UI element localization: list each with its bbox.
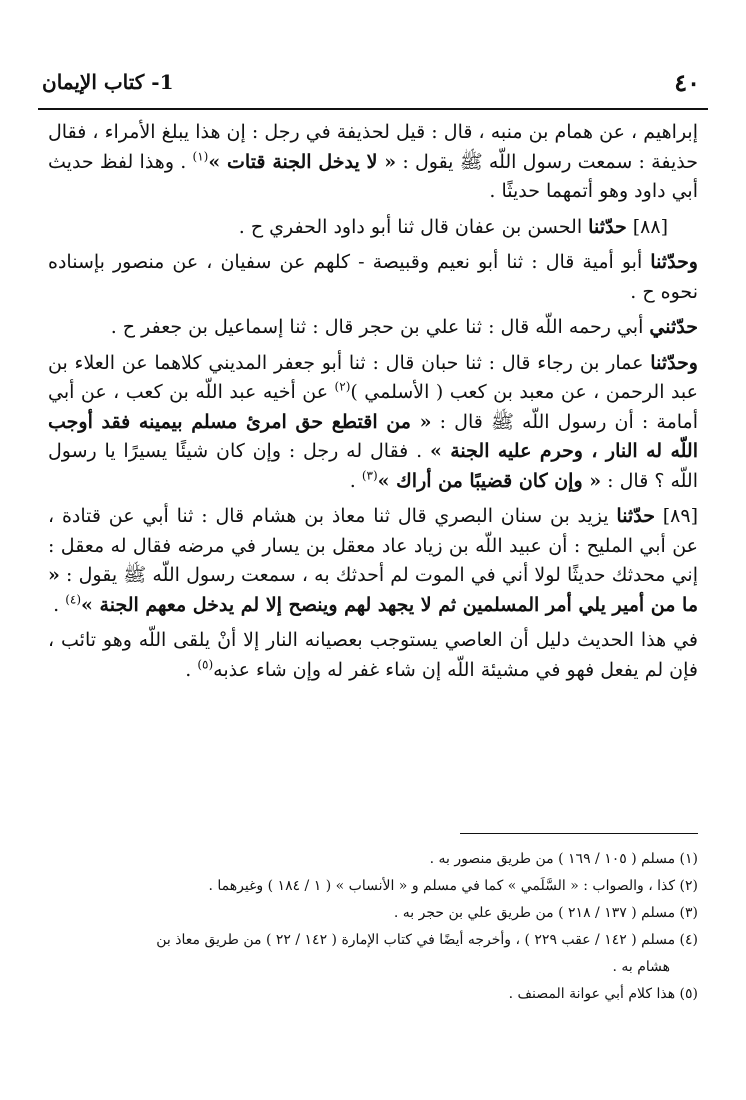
page-header	[38, 64, 708, 104]
text-run: أبي رحمه اللّه قال : ثنا علي بن حجر قال : ثنا إسماعيل بن جعفر ح .	[110, 316, 650, 338]
paragraph-2	[48, 213, 698, 243]
text-run: . فقال له رجل : وإن كان شيئًا يسيرًا يا رسول اللّه ؟ قال :	[48, 440, 698, 492]
footnote-ref: (٥)	[197, 657, 214, 672]
hadith-quote: « ما من أمير يلي أمر المسلمين ثم لا يجهد لهم وينصح إلا لم يدخل معهم الجنة »	[48, 564, 698, 616]
chapter-title: 1- كتاب الإيمان	[42, 70, 174, 94]
narration-keyword: حدّثني	[649, 316, 698, 338]
narration-keyword: حدّثنا	[588, 215, 627, 238]
footnote-4-continued: هشام به .	[612, 959, 670, 975]
text-run: في هذا الحديث دليل أن العاصي يستوجب بعصيانه النار إلا أنْ يلقى اللّه وهو تائب ، فإن لم يفعل فهو في مشيئة اللّه إن شاء غفر له وإن شاء عذبه	[48, 629, 698, 681]
footnote-ref: (٣)	[361, 468, 378, 483]
hadith-number: [٨٩]	[654, 505, 699, 527]
footnote-1: (١) مسلم ( ١٠٥ / ١٦٩ ) من طريق منصور به .	[429, 851, 698, 867]
footnotes	[48, 846, 698, 1008]
text-run: عمار بن رجاء قال : ثنا حبان قال : ثنا أبو جعفر المديني كلاهما عن العلاء بن عبد الرحمن ، عن معبد بن كعب ( الأسلمي )	[48, 351, 698, 403]
footnote-5: (٥) هذا كلام أبي عوانة المصنف .	[508, 986, 698, 1002]
text-run: . وهذا لفظ حديث أبي داود وهو أتمهما حديثًا .	[48, 150, 698, 202]
footnote-3: (٣) مسلم ( ١٣٧ / ٢١٨ ) من طريق علي بن حجر به .	[393, 905, 698, 921]
footnote-ref: (١)	[192, 149, 209, 164]
hadith-quote: « وإن كان قضيبًا من أراك »	[377, 469, 602, 492]
text-run: أبو أمية قال : ثنا أبو نعيم وقبيصة - كلهم عن سفيان ، عن منصور بإسناده نحوه ح .	[48, 251, 698, 303]
paragraph-6	[48, 502, 698, 620]
footnote-ref: (٤)	[65, 592, 82, 607]
paragraph-5	[48, 349, 698, 497]
footnote-2: (٢) كذا ، والصواب : « السَّلَمي » كما في مسلم و « الأنساب » ( ١ / ١٨٤ ) وغيرهما .	[208, 878, 698, 894]
paragraph-3	[48, 248, 698, 307]
footnote-4: (٤) مسلم ( ١٤٢ / عقب ٢٢٩ ) ، وأخرجه أيضًا في كتاب الإمارة ( ١٤٢ / ٢٢ ) من طريق معاذ بن	[156, 932, 698, 948]
text-run: .	[185, 658, 198, 681]
footnote-divider	[460, 833, 698, 834]
paragraph-1	[48, 118, 698, 207]
text-run: عن أخيه عبد اللّه بن كعب ، عن أبي أمامة : أن رسول اللّه ﷺ قال :	[48, 381, 698, 433]
narration-keyword: حدّثنا	[616, 505, 655, 527]
hadith-quote: « من اقتطع حق امرئ مسلم بيمينه فقد أوجب اللّه له النار ، وحرم عليه الجنة »	[48, 410, 698, 462]
page-number: ٤٠	[674, 68, 700, 97]
paragraph-7	[48, 626, 698, 685]
footnote-ref: (٢)	[334, 379, 351, 394]
text-run: .	[53, 593, 66, 616]
text-run: إبراهيم ، عن همام بن منبه ، قال : قيل لحذيفة في رجل : إن هذا يبلغ الأمراء ، فقال حذيفة : سمعت رسول اللّه ﷺ يقول :	[48, 121, 698, 173]
hadith-number: [٨٨]	[626, 215, 668, 238]
text-run: .	[349, 469, 362, 492]
narration-keyword: وحدّثنا	[650, 351, 698, 374]
text-run: يزيد بن سنان البصري قال ثنا معاذ بن هشام قال : ثنا أبي عن قتادة ، عن أبي المليح : أن عبيد اللّه بن زياد عاد معقل بن يسار في مرضه فقال له معقل : إني محدثك حديثًا لولا أني في الموت لم أحدثك به ، سمعت رسول اللّه ﷺ يقول :	[48, 505, 698, 586]
paragraph-4	[48, 313, 698, 343]
main-text	[48, 118, 698, 691]
hadith-quote: « لا يدخل الجنة قتات »	[208, 150, 397, 173]
narration-keyword: وحدّثنا	[650, 251, 698, 273]
text-run: الحسن بن عفان قال ثنا أبو داود الحفري ح .	[238, 215, 589, 238]
header-divider	[38, 108, 708, 110]
